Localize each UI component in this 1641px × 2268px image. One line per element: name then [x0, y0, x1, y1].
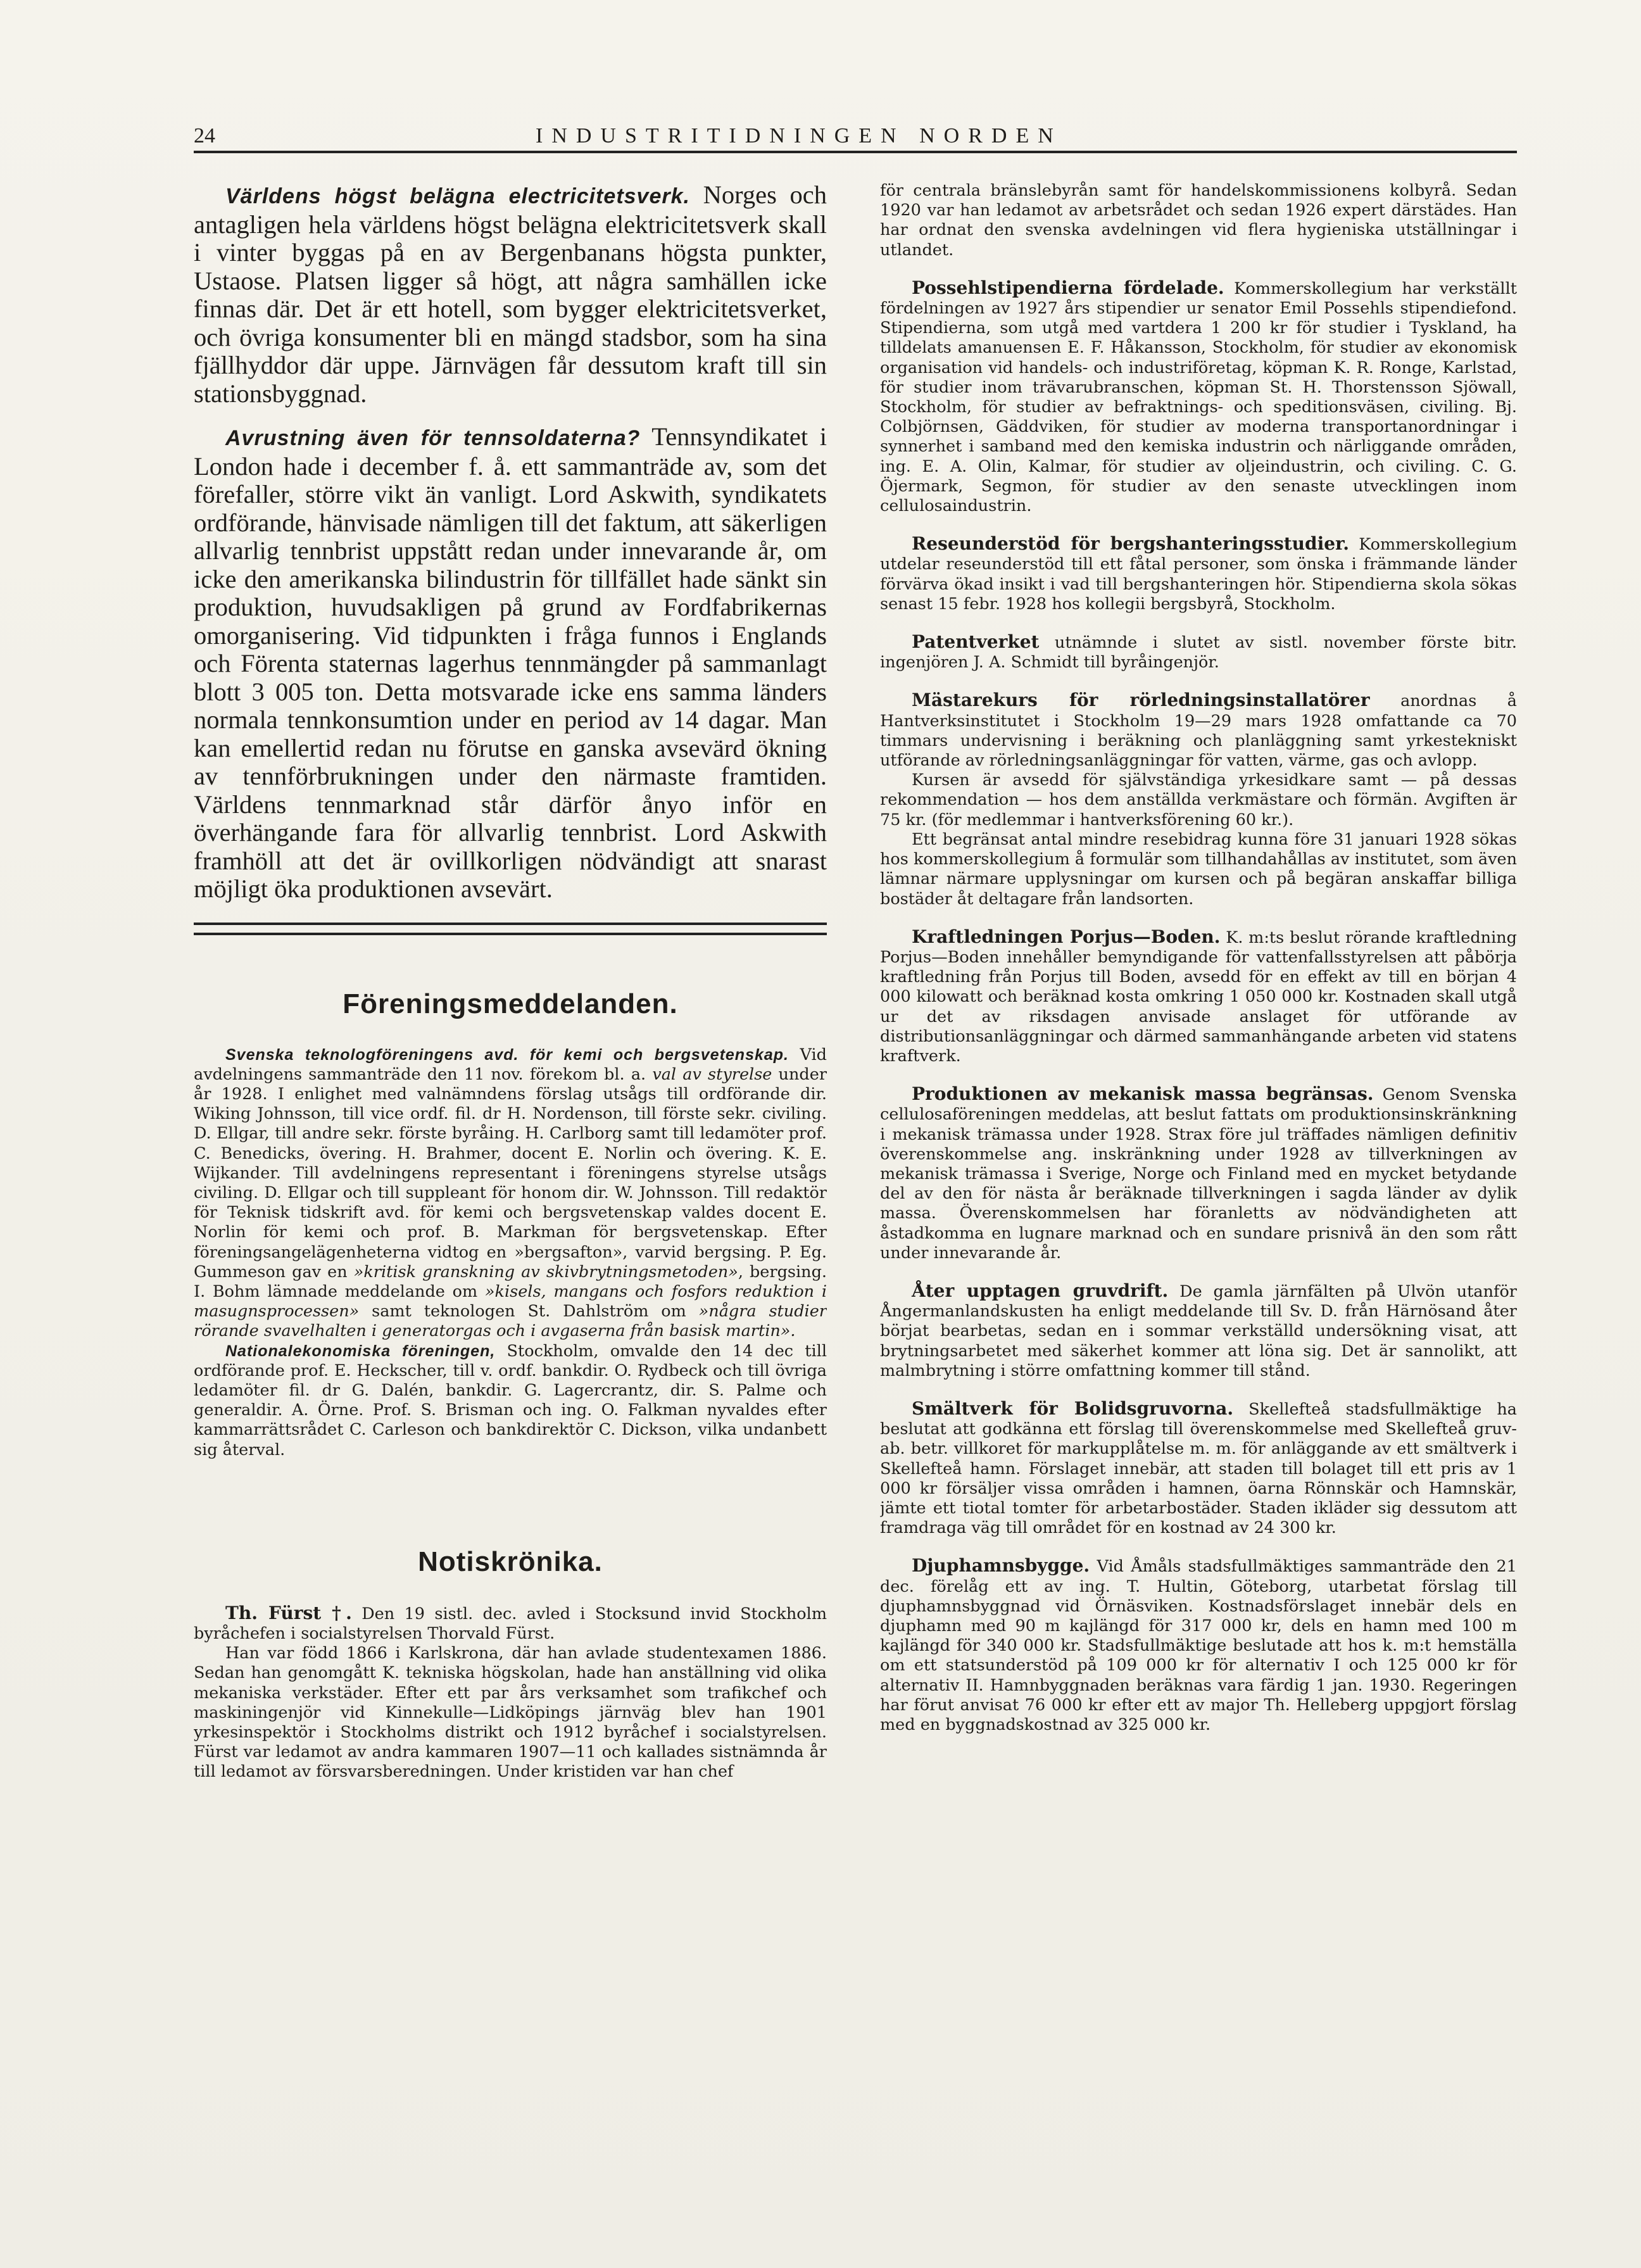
- notice-text: , bergsing. I. Bohm lämnade meddelande om: [194, 1262, 827, 1301]
- right-column: [880, 181, 1517, 1735]
- notice-furst: [194, 1603, 827, 1644]
- notice-heading: Reseunderstöd för bergshanteringsstudier.: [912, 533, 1349, 555]
- notice-text: anordnas å Hantverksinstitutet i Stockholm 19—29 mars 1928 omfattande ca 70 timmars undervisning i beräkning och planläggning samt yrkestekniskt utförande av rörledningsanläggningar för vatten, värme, gas och avlopp.: [880, 691, 1517, 771]
- section-divider: [194, 923, 827, 935]
- notice-text: Den 19 sistl. dec. avled i Stocksund invid Stockholm byråchefen i socialstyrelsen Thorvald Fürst.: [194, 1604, 827, 1643]
- notice-text: Skellefteå stadsfullmäktige ha beslutat att godkänna ett förslag till överenskommelse med Skellefteå gruv-ab. betr. villkoret för markupplåtelse m. m. för anläggande av ett smältverk i Skellefteå hamn. Förslaget innebär, att staden till bolaget till ett pris av 1 000 kr försäljer vissa områden i hamnen, öarna Rönnskär och Hamnskär, jämte ett tiotal tomter för arbetarbostäder. Staden ikläder sig dessutom att framdraga väg till området för en kostnad av 24 300 kr.: [880, 1399, 1517, 1538]
- notice-text: Vid Åmåls stadsfullmäktiges sammanträde den 21 dec. förelåg ett av ing. T. Hultin, Göteborg, utarbetat förslag till djuphamnsbyggnad vid Örnäsviken. Kostnadsförslaget innebär dels en djuphamn med 90 m kajlängd för 317 000 kr, dels en hamn med 100 m kajlängd för 340 000 kr. Stadsfullmäktige beslutade att hos k. m:t hemställa om ett statsunderstöd på 109 000 kr för alternativ I och 125 000 kr för alternativ II. Hamnbyggnaden beräknas vara färdig 1 jan. 1930. Regeringen har förut anvisat 76 000 kr efter ett av major Th. Helleberg uppgjort förslag med en byggnadskostnad av 325 000 kr.: [880, 1557, 1517, 1735]
- notice-text-italic: »kisels, mangans och fosfors reduktion i masugnsprocessen»: [194, 1282, 827, 1321]
- notice-text: Genom Svenska cellulosaföreningen meddelas, att beslut fattats om produktionsinskränkning i mekanisk trämassa under 1928. Strax före jul träffades nämligen definitiv överenskommelse ang. inskränkning under 1928 av tillverkningen av mekanisk trämassa i Sverige, Norge och Finland med en mycket betydande del av den för nästa år beräknade tillverkningen i sagda länder av dylik massa. Överenskommelsen har föranletts av nödvändigheten att åstadkomma en lugnare marknad och en sundare prisnivå än den som rått under innevarande år.: [880, 1085, 1517, 1263]
- notice-text: De gamla järnfälten på Ulvön utanför Ångermanlandskusten ha enligt meddelande till Sv. D. från Härnösand åter börjat bearbetas, sedan en i sommar verkställd undersökning visat, att brytningsarbetet med säkerhet kommer att löna sig. Det är sannolikt, att malmbrytning i större omfattning kommer till stånd.: [880, 1282, 1517, 1380]
- notice-furst-bio: Han var född 1866 i Karlskrona, där han avlade studentexamen 1886. Sedan han genomgått K. tekniska högskolan, hade han anställning vid olika mekaniska verkstäder. Efter ett par års verksamhet som trafikchef och maskiningenjör vid Kinnekulle—Lidköpings järnväg blev han 1901 yrkesinspektör i Stockholms distrikt och 1912 byråchef i socialstyrelsen. Fürst var ledamot av andra kammaren 1907—11 och kallades sistnämnda år till ledamot av försvarsberedningen. Under kristiden var han chef: [194, 1644, 827, 1782]
- notice-heading: Produktionen av mekanisk massa begränsas.: [912, 1083, 1374, 1105]
- article-body: Norges och antagligen hela världens högst belägna elektricitetsverk skall i vinter byggas på en av Bergenbanans högsta punkter, Ustaose. Platsen ligger så högt, att några samhällen icke finnas där. Det är ett hotell, som bygger elektricitetsverket, och övriga konsumenter bli en mängd stadsbor, som ha sina fjällhyddor där uppe. Järnvägen får dessutom kraft till sin stationsbyggnad.: [194, 181, 827, 408]
- notice-text: utnämnde i slutet av sistl. november förste bitr. ingenjören J. A. Schmidt till byråingenjör.: [880, 633, 1517, 672]
- notice-smaltverk: [880, 1399, 1517, 1538]
- notice-heading: Possehlstipendierna fördelade.: [912, 277, 1224, 298]
- notice-nationalekonomiska: [194, 1342, 827, 1460]
- article-heading: Avrustning även för tennsoldaterna?: [225, 426, 641, 450]
- notice-text-italic: »några studier rörande svavelhalten i generatorgas och i avgaserna från basisk martin».: [194, 1302, 827, 1341]
- article-body: Tennsyndikatet i London hade i december f. å. ett sammanträde av, som det förefaller, större vikt än vanligt. Lord Askwith, syndikatets ordförande, hänvisade nämligen till det faktum, att säkerligen allvarlig tennbrist uppstått redan under innevarande år, om icke den amerikanska bilindustrin för tillfället hade sänkt sin produktion, huvudsakligen på grund av Fordfabrikernas omorganisering. Vid tidpunkten i fråga funnos i Englands och Förenta staternas lagerhus tennmängder på sammanlagt blott 3 005 ton. Detta motsvarade icke ens samma länders normala tennkonsumtion under en period av 14 dagar. Man kan emellertid redan nu förutse en ganska avsevärd ökning av tennförbrukningen under den närmaste framtiden. Världens tennmarknad står därför ånyo inför en överhängande fara för allvarlig tennbrist. Lord Askwith framhöll att det är ovillkorligen nödvändigt att snarast möjligt öka produktionen avsevärt.: [194, 422, 827, 903]
- notice-heading: Svenska teknologföreningens avd. för kemi och bergsvetenskap.: [225, 1045, 789, 1064]
- left-column: [194, 181, 827, 1782]
- notice-produktionen: [880, 1084, 1517, 1263]
- notice-text-italic: »kritisk granskning av skivbrytningsmetoden»: [353, 1262, 738, 1282]
- notice-possehl: [880, 278, 1517, 516]
- section-heading-notiskronika: Notiskrönika.: [418, 1546, 603, 1577]
- notice-text: Kommerskollegium utdelar reseunderstöd till ett fåtal personer, som önska i främmande länder förvärva ökad insikt i vad till bergshanteringen hör. Stipendierna skola sökas senast 15 febr. 1928 hos kollegii bergsbyrå, Stockholm.: [880, 535, 1517, 614]
- notice-mastarekurs-resebidrag: Ett begränsat antal mindre resebidrag kunna före 31 januari 1928 sökas hos kommerskollegium å formulär som tillhandahållas av institutet, som även lämnar närmare upplysningar om kursen och på begäran anskaffar billiga bostäder åt deltagare från landsorten.: [880, 829, 1517, 909]
- article-varldens: [194, 181, 827, 408]
- article-avrustning: [194, 423, 827, 904]
- notice-text-italic: val av styrelse: [652, 1064, 772, 1084]
- notice-mastarekurs-avgift: Kursen är avsedd för självständiga yrkesidkare samt — på dessas rekommendation — hos dem anställda verkmästare och förmän. Avgiften är 75 kr. (för medlemmar i hantverksförening 60 kr.).: [880, 771, 1517, 829]
- continuation-text: för centrala bränslebyrån samt för handelskommissionens kolbyrå. Sedan 1920 var han ledamot av arbetsrådet och sedan 1926 expert därstädes. Han har ordnat den svenska avdelningen vid flera hygieniska utställningar i utlandet.: [880, 181, 1517, 260]
- article-heading: Världens högst belägna electricitetsverk.: [225, 184, 690, 208]
- notice-heading: Patentverket: [912, 631, 1040, 653]
- notice-patentverket: [880, 632, 1517, 672]
- notice-text: Stockholm, omvalde den 14 dec till ordförande prof. E. Heckscher, till v. ordf. bankdir. O. Rydbeck och till övriga ledamöter fil. dr G. Dalén, bankdir. G. Lagercrantz, dir. S. Palme och generaldir. A. Örne. Prof. S. Brisman och ing. O. Falkman nyvaldes efter kammarrättsrådet C. Carleson och bankdirektör C. Dickson, vilka undanbett sig återval.: [194, 1341, 827, 1459]
- notice-heading: Smältverk för Bolidsgruvorna.: [912, 1397, 1234, 1419]
- notice-mastarekurs: [880, 690, 1517, 771]
- notice-heading: Djuphamnsbygge.: [912, 1555, 1090, 1577]
- journal-title: INDUSTRITIDNINGEN NORDEN: [536, 124, 1062, 148]
- notice-text: Vid avdelningens sammanträde den 11 nov. förekom bl. a.: [194, 1045, 827, 1084]
- notice-gruvdrift: [880, 1281, 1517, 1381]
- notice-heading: Nationalekonomiska föreningen,: [225, 1342, 496, 1360]
- notice-heading: Kraftledningen Porjus—Boden.: [912, 926, 1221, 947]
- notice-text: samt teknologen St. Dahlström om: [359, 1302, 699, 1321]
- page-number: 24: [194, 124, 215, 148]
- notice-text: under år 1928. I enlighet med valnämndens förslag utsågs till ordförande dir. Wiking Johnsson, till vice ordf. fil. dr H. Nordenson, till förste sekr. civiling. D. Ellgar, till andre sekr. förste byråing. H. Carlborg samt till ledamöter prof. C. Benedicks, övering. H. Brahmer, docent E. Norlin och övering. K. E. Wijkander. Till avdelningens representant i föreningens styrelse utsågs civiling. D. Ellgar och till suppleant för honom dir. W. Johnsson. Till redaktör för Teknisk tidskrift avd. för kemi och bergsvetenskap valdes docent E. Norlin för kemi och prof. B. Markman för bergsvetenskap. Efter föreningsangelägenheterna vidtog en »bergsafton», varvid bergsing. P. Eg. Gummeson gav en: [194, 1064, 827, 1282]
- notice-djuphamnsbygge: [880, 1556, 1517, 1735]
- header-rule: [194, 151, 1517, 153]
- section-heading-foreningsmeddelanden: Föreningsmeddelanden.: [343, 988, 678, 1019]
- notice-reseunderstod: [880, 534, 1517, 614]
- notice-teknologforeningen: [194, 1045, 827, 1342]
- notice-heading: Mästarekurs för rörledningsinstallatörer: [912, 690, 1370, 711]
- notice-text: Kommerskollegium har verkställt fördelningen av 1927 års stipendier ur senator Emil Possehls stipendiefond. Stipendierna, som utgå med vartdera 1 200 kr för studier i Tyskland, ha tilldelats amanuensen E. F. Håkansson, Stockholm, för studier av ekonomisk organisation vid handels- och industriföretag, köpman K. R. Ronge, Karlstad, för studier inom trävarubranschen, köpman St. H. Thorstensson Sjöwall, Stockholm, för studier av befraktnings- och speditionsväsen, civiling. Bj. Colbjörnsen, Gäddviken, för studier av moderna transportanordningar i synnerhet i samband med den kemiska industrin och närliggande områden, ing. E. A. Olin, Kalmar, för studier av oljeindustrin, och civiling. C. G. Öjermark, Segmon, för studier av den senaste utvecklingen inom cellulosaindustrin.: [880, 279, 1517, 516]
- notice-kraftledningen: [880, 927, 1517, 1066]
- notice-heading: Åter upptagen gruvdrift.: [912, 1280, 1169, 1301]
- running-head: [194, 124, 1517, 149]
- notice-heading: Th. Fürst †.: [225, 1602, 352, 1623]
- notice-text: K. m:ts beslut rörande kraftledning Porjus—Boden innehåller bemyndigande för vattenfallsstyrelsen att påbörja kraftledning från Porjus till Boden, avsedd för en effekt av till en början 4 000 kilowatt och beräknad kosta omkring 1 050 000 kr. Kostnaden skall utgå ur det av riksdagen anvisade anslaget för utförande av distributionsanläggningar och därmed sammanhängande arbeten vid statens kraftverk.: [880, 928, 1517, 1066]
